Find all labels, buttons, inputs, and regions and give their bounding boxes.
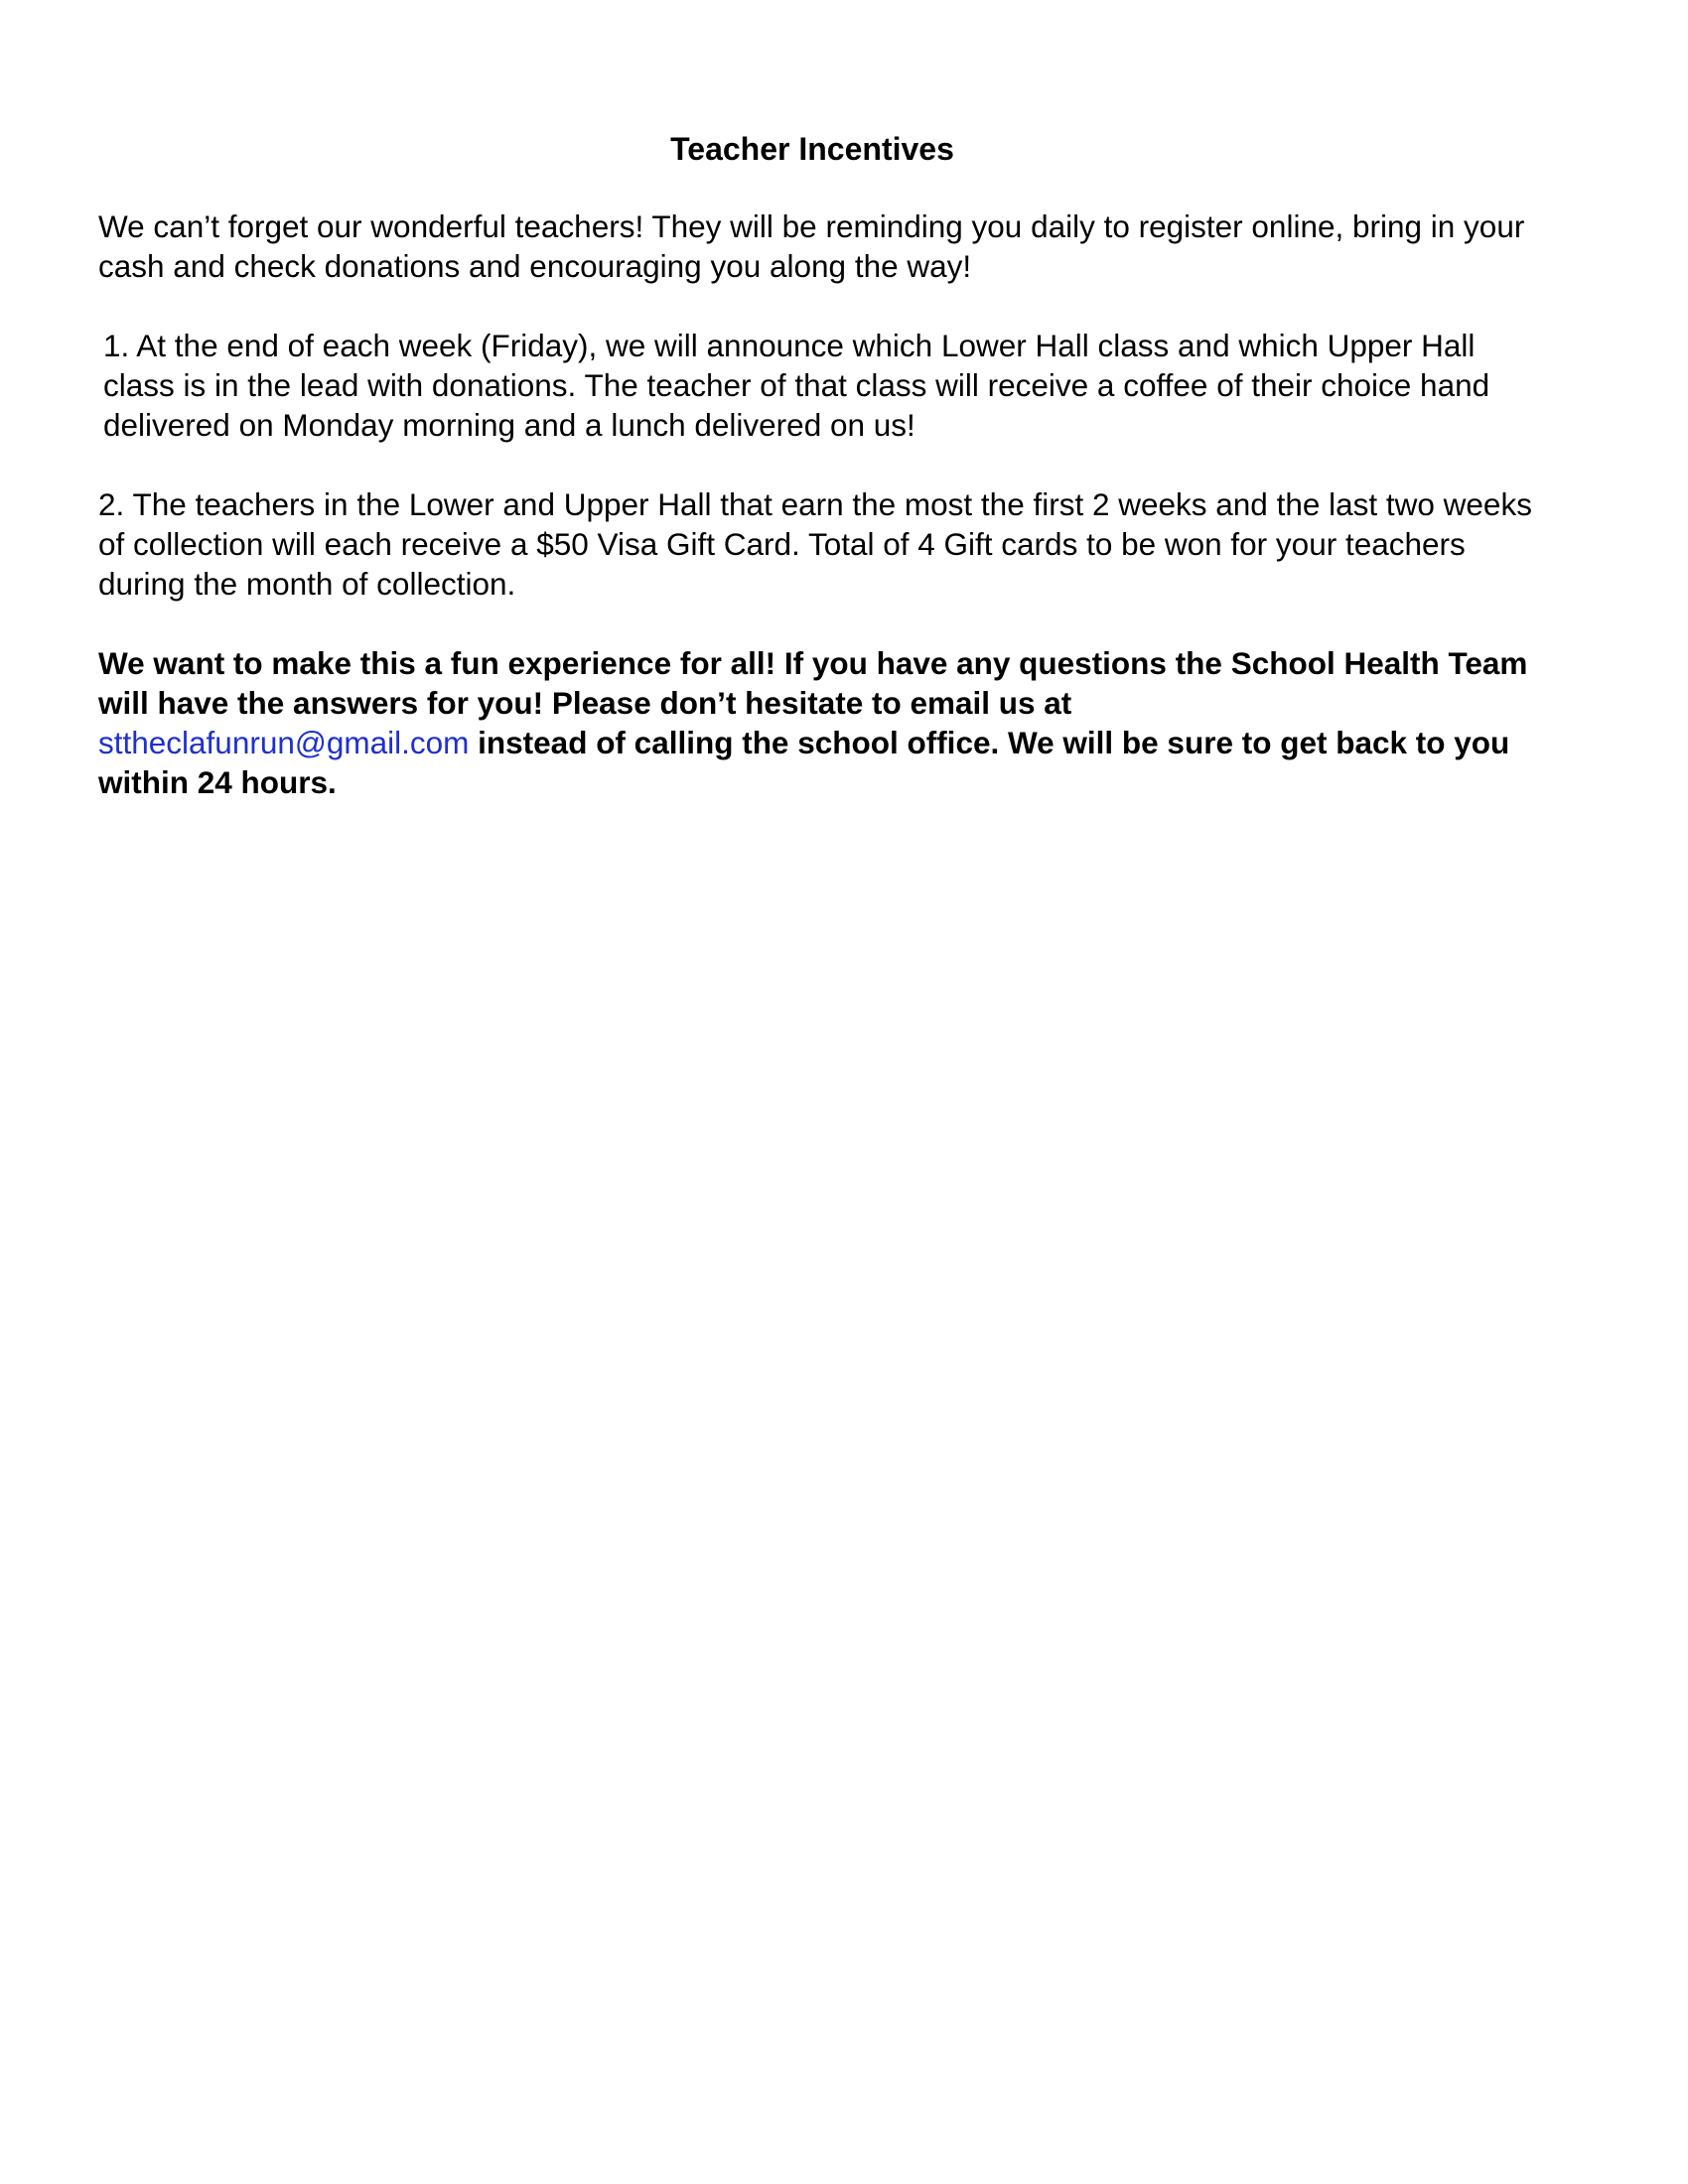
closing-text-before-email: We want to make this a fun experience for all! If you have any questions the School Health Team will have the answers for you! Please don’t hesitate to email us at <box>98 645 1528 721</box>
closing-text-after-email: instead of calling the school office. We will be sure to get back to you within 24 hours. <box>98 725 1510 800</box>
email-link[interactable]: sttheclafunrun@gmail.com <box>98 725 470 760</box>
incentive-item-2: 2. The teachers in the Lower and Upper Hall that earn the most the first 2 weeks and the last two weeks of collection will each receive a $50 Visa Gift Card. Total of 4 Gift cards to be won for your teachers during the month of collection. <box>98 486 1532 602</box>
incentive-item-1: 1. At the end of each week (Friday), we will announce which Lower Hall class and which Upper Hall class is in the lead with donations. The teacher of that class will receive a coffee of their choice hand delivered on Monday morning and a lunch delivered on us! <box>103 328 1490 443</box>
page-title: Teacher Incentives <box>670 131 954 167</box>
closing-paragraph <box>98 643 1528 802</box>
intro-paragraph: We can’t forget our wonderful teachers! They will be reminding you daily to register online, bring in your cash and check donations and encouraging you along the way! <box>98 208 1525 284</box>
